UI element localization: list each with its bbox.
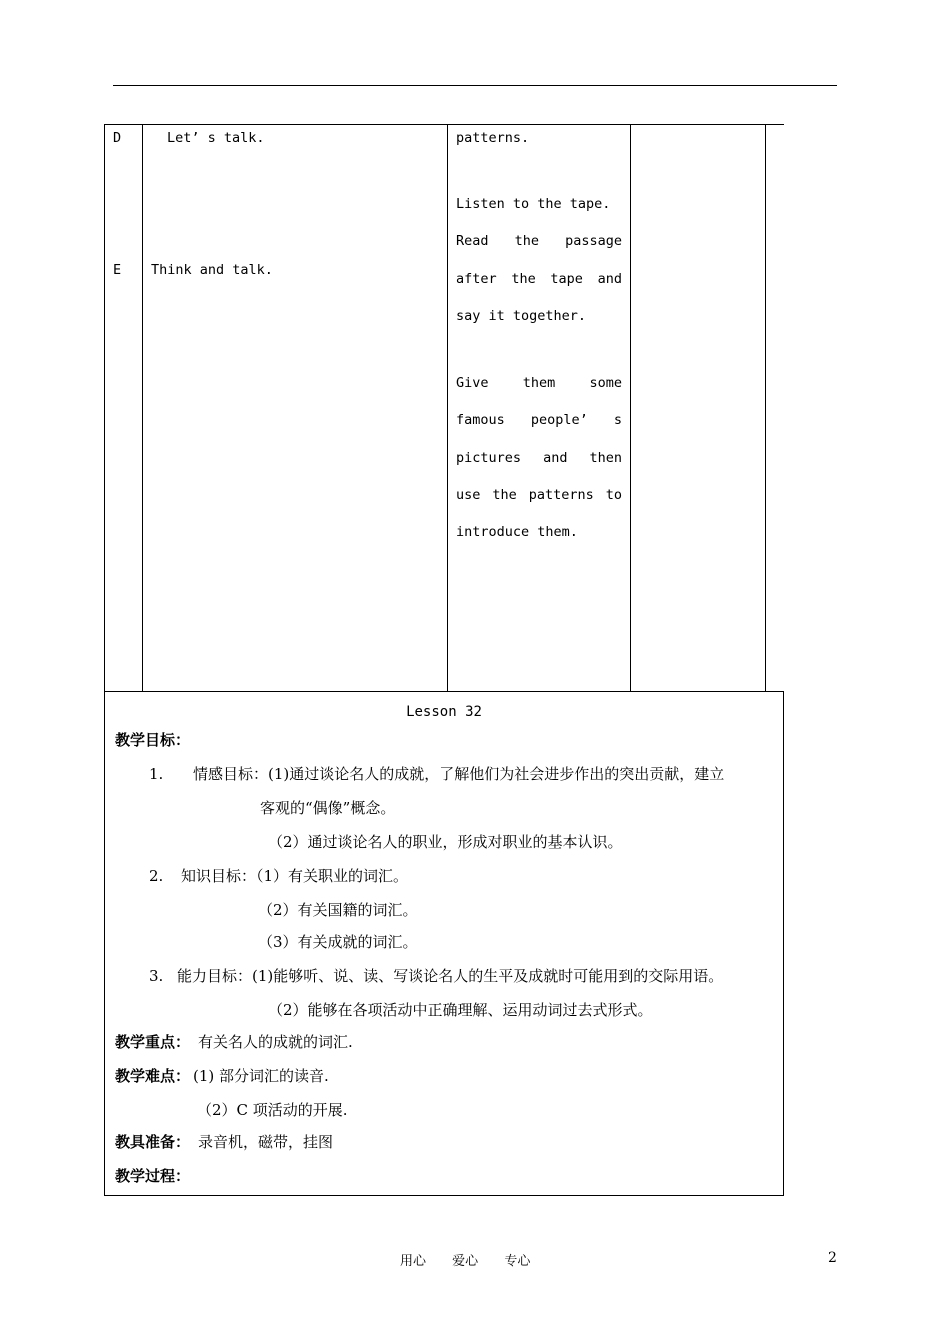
objective-2-number: 2. bbox=[149, 867, 164, 885]
objective-3-line-1: 能力目标：(1)能够听、说、读、写谈论名人的生平及成就时可能用到的交际用语。 bbox=[177, 967, 724, 985]
objective-2-line-3: （3）有关成就的词汇。 bbox=[258, 933, 418, 951]
objectives-label: 教学目标： bbox=[115, 731, 191, 749]
process-paragraph-give bbox=[456, 365, 622, 551]
footer-word: 专心 bbox=[504, 1254, 531, 1269]
process-line: patterns. bbox=[456, 130, 530, 146]
objective-1-number: 1. bbox=[149, 765, 164, 783]
row-e-activity: Think and talk. bbox=[151, 262, 273, 278]
process-paragraph-listen bbox=[456, 186, 622, 335]
row-e-letter: E bbox=[113, 262, 122, 278]
objective-3-line-2: （2）能够在各项活动中正确理解、运用动词过去式形式。 bbox=[268, 1001, 653, 1019]
objective-1-line-2: 客观的“偶像”概念。 bbox=[260, 799, 396, 817]
tools-label: 教具准备： bbox=[115, 1133, 191, 1151]
difficulties-label: 教学难点： bbox=[115, 1067, 191, 1085]
footer-motto bbox=[400, 1250, 552, 1269]
table-col-divider-2 bbox=[447, 124, 448, 691]
process-line: Give them some bbox=[456, 375, 622, 391]
table-top-border-stub bbox=[765, 124, 784, 125]
process-cell bbox=[456, 120, 622, 157]
process-line: pictures and then bbox=[456, 449, 622, 466]
process-label: 教学过程： bbox=[115, 1167, 191, 1185]
lesson-box bbox=[104, 691, 784, 1196]
table-col-divider-3 bbox=[630, 124, 631, 691]
row-d-letter: D bbox=[113, 130, 122, 146]
row-d-activity: Let’ s talk. bbox=[167, 130, 265, 146]
table-col-divider-1 bbox=[142, 124, 143, 691]
page-footer bbox=[0, 1250, 950, 1270]
key-points-label: 教学重点： bbox=[115, 1033, 191, 1051]
process-line: after the tape and bbox=[456, 270, 622, 287]
process-line: introduce them. bbox=[456, 524, 578, 541]
objective-3-number: 3. bbox=[149, 967, 164, 985]
difficulties-text-1: (1) 部分词汇的读音. bbox=[193, 1067, 329, 1085]
objective-2-line-2: （2）有关国籍的词汇。 bbox=[258, 901, 418, 919]
objective-1-line-1: 情感目标：(1)通过谈论名人的成就，了解他们为社会进步作出的突出贡献，建立 bbox=[193, 765, 725, 783]
objective-1-line-3: （2）通过谈论名人的职业，形成对职业的基本认识。 bbox=[268, 833, 623, 851]
process-line: use the patterns to bbox=[456, 486, 622, 503]
process-line: Read the passage bbox=[456, 233, 622, 250]
tools-text: 录音机，磁带，挂图 bbox=[198, 1133, 334, 1151]
header-rule bbox=[113, 85, 837, 86]
table-right-border bbox=[765, 124, 766, 691]
table-left-border bbox=[104, 124, 105, 691]
footer-word: 爱心 bbox=[452, 1254, 479, 1269]
difficulties-text-2: （2）C 项活动的开展. bbox=[197, 1101, 348, 1119]
lesson-title: Lesson 32 bbox=[406, 704, 482, 720]
objective-2-line-1: 知识目标：（1）有关职业的词汇。 bbox=[181, 867, 409, 885]
process-line: say it together. bbox=[456, 307, 587, 324]
process-line: Listen to the tape. bbox=[456, 196, 611, 212]
footer-word: 用心 bbox=[400, 1254, 427, 1269]
process-line: famous people’ s bbox=[456, 412, 622, 429]
table-top-border bbox=[104, 124, 765, 125]
page-number: 2 bbox=[828, 1250, 837, 1266]
key-points-text: 有关名人的成就的词汇. bbox=[198, 1033, 353, 1051]
